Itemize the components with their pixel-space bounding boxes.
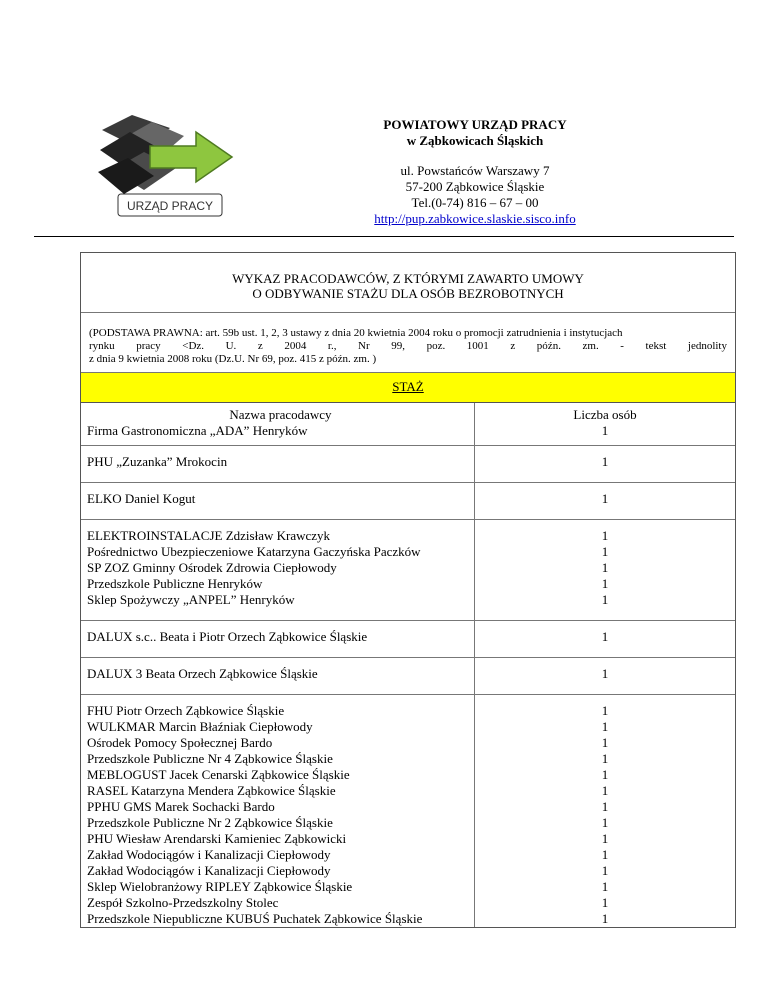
- employer-name-cell: [81, 403, 475, 446]
- employer-name: PHU Wiesław Arendarski Kamieniec Ząbkowicki: [87, 831, 347, 846]
- table-row: [81, 520, 735, 621]
- employer-name: Firma Gastronomiczna „ADA” Henryków: [87, 423, 308, 438]
- title-line-1: WYKAZ PRACODAWCÓW, Z KTÓRYMI ZAWARTO UMOWY: [232, 271, 584, 286]
- employee-count-cell: [475, 658, 736, 695]
- employee-count: 1: [601, 666, 609, 681]
- legal-basis-line-1: (PODSTAWA PRAWNA: art. 59b ust. 1, 2, 3 ustawy z dnia 20 kwietnia 2004 roku o promocji zatrudnienia i instytucjach: [89, 327, 623, 339]
- title-line-2: O ODBYWANIE STAŻU DLA OSÓB BEZROBOTNYCH: [252, 286, 564, 301]
- employer-name: Zakład Wodociągów i Kanalizacji Ciepłowody: [87, 863, 331, 878]
- employee-count: 1: [601, 491, 609, 506]
- employee-count: 1: [601, 783, 609, 798]
- employee-count-cell: [475, 403, 736, 446]
- employee-count: 1: [601, 454, 609, 469]
- employee-count-cell: [475, 695, 736, 928]
- employee-count: 1: [601, 592, 609, 607]
- employer-list-box: [80, 252, 736, 928]
- employer-name: PPHU GMS Marek Sochacki Bardo: [87, 799, 275, 814]
- employee-count: 1: [601, 629, 609, 644]
- employer-name: PHU „Zuzanka” Mrokocin: [87, 454, 228, 469]
- employer-name: RASEL Katarzyna Mendera Ząbkowice Śląskie: [87, 783, 336, 798]
- employee-count-cell: [475, 621, 736, 658]
- employer-name: ELEKTROINSTALACJE Zdzisław Krawczyk: [87, 528, 331, 543]
- employer-name: Sklep Spożywczy „ANPEL” Henryków: [87, 592, 295, 607]
- employee-count: 1: [601, 735, 609, 750]
- employer-name-cell: [81, 520, 475, 621]
- urzad-pracy-logo: [92, 110, 242, 220]
- employee-count: 1: [601, 560, 609, 575]
- employer-name: Ośrodek Pomocy Społecznej Bardo: [87, 735, 273, 750]
- office-street: ul. Powstańców Warszawy 7: [400, 163, 550, 178]
- employee-count: 1: [601, 423, 609, 438]
- employer-name: Pośrednictwo Ubezpieczeniowe Katarzyna Gaczyńska Paczków: [87, 544, 421, 559]
- legal-basis-line-3: z dnia 9 kwietnia 2008 roku (Dz.U. Nr 69, poz. 415 z późn. zm. ): [89, 353, 377, 365]
- employee-count: 1: [601, 863, 609, 878]
- employer-name: Zakład Wodociągów i Kanalizacji Ciepłowody: [87, 847, 331, 862]
- logo-text: URZĄD PRACY: [126, 199, 214, 213]
- table-row: [81, 483, 735, 520]
- employee-count: 1: [601, 847, 609, 862]
- table-row: [81, 403, 735, 446]
- employer-name: Przedszkole Niepubliczne KUBUŚ Puchatek Ząbkowice Śląskie: [87, 911, 423, 926]
- header-divider: [34, 236, 734, 237]
- employer-name-cell: [81, 483, 475, 520]
- employer-name-cell: [81, 695, 475, 928]
- column-header-employer: Nazwa pracodawcy: [229, 407, 332, 422]
- employer-name: DALUX s.c.. Beata i Piotr Orzech Ząbkowice Śląskie: [87, 629, 368, 644]
- employer-name-cell: [81, 621, 475, 658]
- employee-count-cell: [475, 483, 736, 520]
- employer-name-cell: [81, 446, 475, 483]
- employer-name: Przedszkole Publiczne Henryków: [87, 576, 263, 591]
- office-header: [340, 117, 610, 227]
- column-header-count: Liczba osób: [573, 407, 637, 422]
- employer-name: FHU Piotr Orzech Ząbkowice Śląskie: [87, 703, 285, 718]
- employer-name: WULKMAR Marcin Błaźniak Ciepłowody: [87, 719, 313, 734]
- employer-name: SP ZOZ Gminny Ośrodek Zdrowia Ciepłowody: [87, 560, 337, 575]
- table-row: [81, 695, 735, 928]
- employee-count: 1: [601, 767, 609, 782]
- employee-count: 1: [601, 576, 609, 591]
- employer-name-cell: [81, 658, 475, 695]
- office-phone: Tel.(0-74) 816 – 67 – 00: [411, 195, 539, 210]
- office-city: w Ząbkowicach Śląskich: [406, 133, 544, 148]
- table-row: [81, 621, 735, 658]
- employer-name: Sklep Wielobranżowy RIPLEY Ząbkowice Śląskie: [87, 879, 353, 894]
- employee-count: 1: [601, 528, 609, 543]
- section-header: [81, 373, 735, 403]
- employer-name: Przedszkole Publiczne Nr 2 Ząbkowice Śląskie: [87, 815, 333, 830]
- employee-count-cell: [475, 520, 736, 621]
- document-title: [81, 253, 735, 313]
- table-row: [81, 658, 735, 695]
- employee-count: 1: [601, 544, 609, 559]
- employer-name: ELKO Daniel Kogut: [87, 491, 196, 506]
- employer-name: DALUX 3 Beata Orzech Ząbkowice Śląskie: [87, 666, 318, 681]
- table-row: [81, 446, 735, 483]
- employee-count: 1: [601, 895, 609, 910]
- employer-name: Zespół Szkolno-Przedszkolny Stolec: [87, 895, 279, 910]
- office-postal: 57-200 Ząbkowice Śląskie: [405, 179, 545, 194]
- employee-count-cell: [475, 446, 736, 483]
- employee-count: 1: [601, 911, 609, 926]
- employee-count: 1: [601, 831, 609, 846]
- employer-table: [81, 403, 735, 927]
- office-website-link[interactable]: http://pup.zabkowice.slaskie.sisco.info: [374, 211, 576, 226]
- employee-count: 1: [601, 879, 609, 894]
- employer-name: Przedszkole Publiczne Nr 4 Ząbkowice Śląskie: [87, 751, 333, 766]
- employer-name: MEBLOGUST Jacek Cenarski Ząbkowice Śląskie: [87, 767, 350, 782]
- legal-basis: [81, 313, 735, 373]
- office-name: POWIATOWY URZĄD PRACY: [383, 117, 567, 132]
- employee-count: 1: [601, 815, 609, 830]
- employee-count: 1: [601, 799, 609, 814]
- employee-count: 1: [601, 751, 609, 766]
- legal-basis-line-2: rynku pracy <Dz. U. z 2004 r., Nr 99, poz. 1001 z późn. zm. - tekst jednolity: [89, 340, 727, 352]
- employee-count: 1: [601, 703, 609, 718]
- employee-count: 1: [601, 719, 609, 734]
- section-title: STAŻ: [392, 379, 424, 394]
